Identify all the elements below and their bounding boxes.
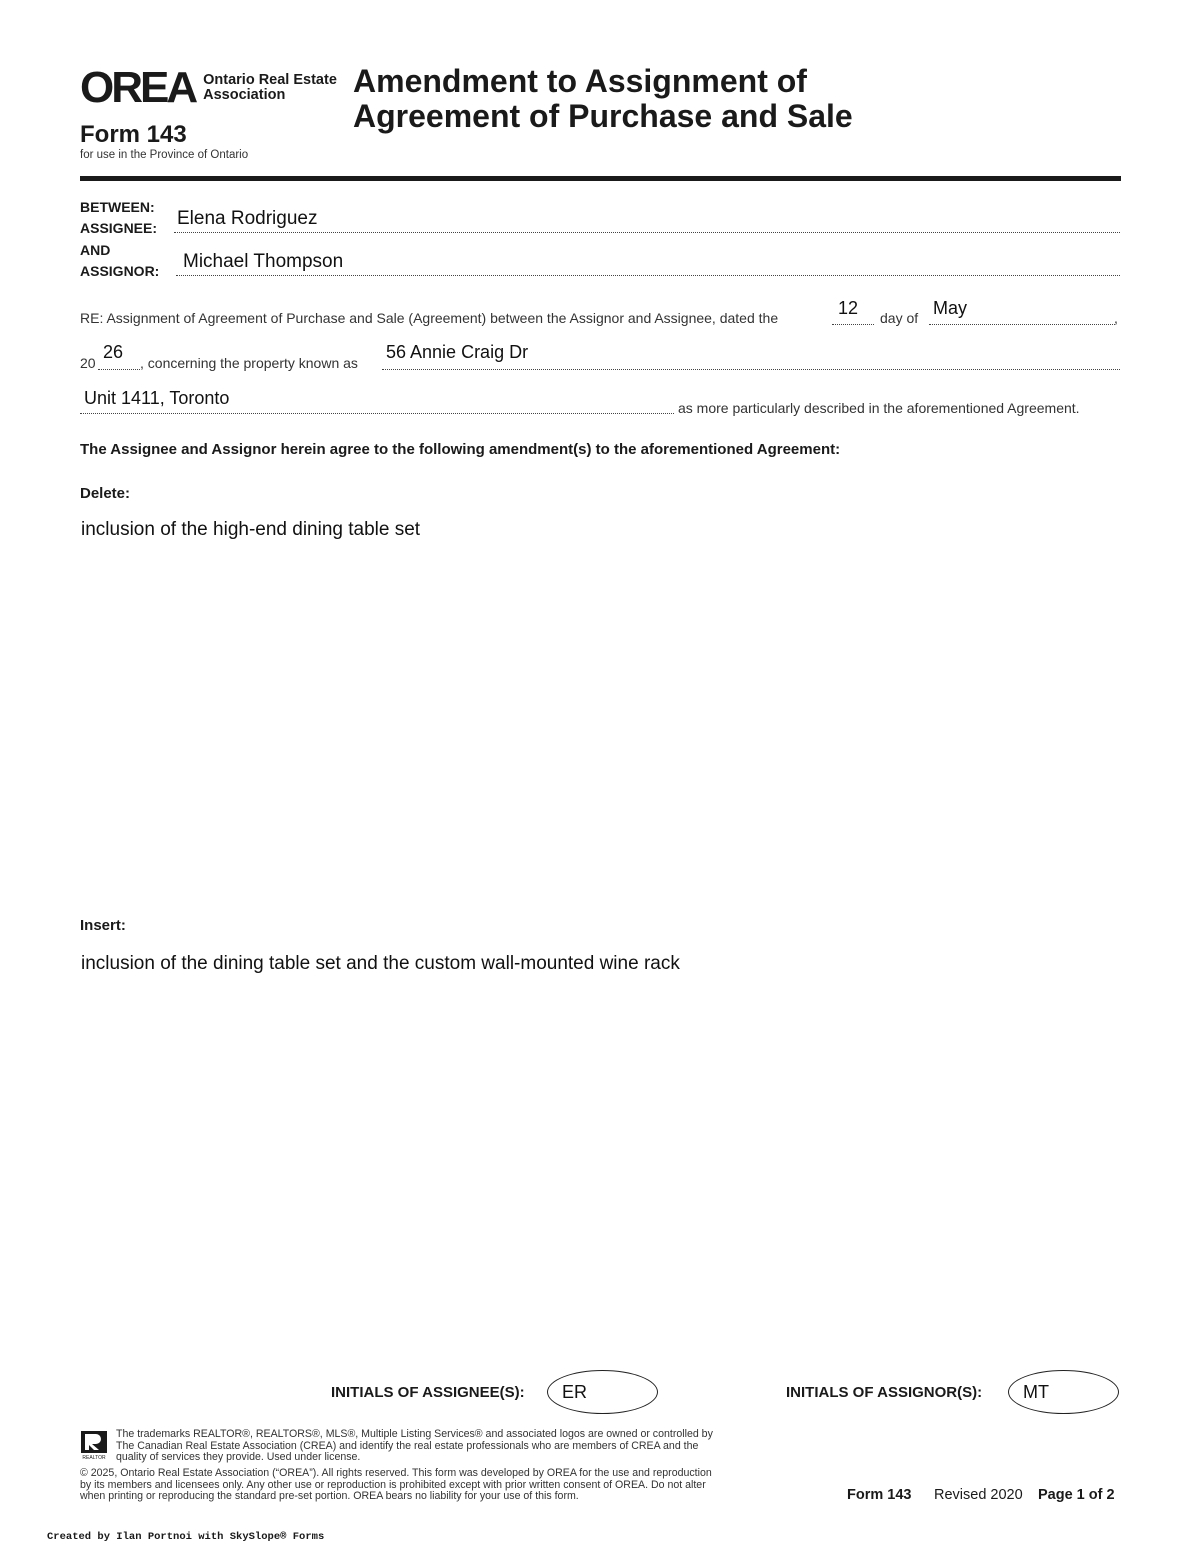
copyright-line-2: by its members and licensees only. Any other use or reproduction is prohibited except with prior written consent of OREA. Do not alter bbox=[80, 1478, 706, 1491]
trademark-line-2: The Canadian Real Estate Association (CREA) and identify the real estate professionals who are members of CREA and the bbox=[116, 1439, 699, 1452]
footer-form-number: Form 143 bbox=[847, 1487, 912, 1503]
assignee-initials-box[interactable] bbox=[547, 1370, 658, 1414]
insert-label: Insert: bbox=[80, 917, 126, 934]
trademark-text bbox=[116, 1429, 713, 1464]
property-field-line-2[interactable]: Unit 1411, Toronto bbox=[84, 388, 230, 408]
described-text: as more particularly described in the aforementioned Agreement. bbox=[678, 400, 1080, 416]
assignor-label: ASSIGNOR: bbox=[80, 263, 160, 279]
agree-statement: The Assignee and Assignor herein agree to the following amendment(s) to the aforementioned Agreement: bbox=[80, 441, 841, 458]
month-dotted-line bbox=[929, 324, 1115, 325]
assignee-initials-label: INITIALS OF ASSIGNEE(S): bbox=[331, 1384, 525, 1401]
and-label: AND bbox=[80, 242, 111, 258]
copyright-line-1: © 2025, Ontario Real Estate Association (“OREA”). All rights reserved. This form was developed by OREA for the use and reproduction bbox=[80, 1467, 712, 1479]
footer-revised: Revised 2020 bbox=[934, 1487, 1023, 1503]
assignor-initials-label: INITIALS OF ASSIGNOR(S): bbox=[786, 1384, 983, 1401]
re-text: RE: Assignment of Agreement of Purchase and Sale (Agreement) between the Assignor and Assignee, dated the bbox=[80, 310, 779, 326]
copyright-line-3: when printing or reproducing the standard pre-set portion. OREA bears no liability for your use of this form. bbox=[80, 1490, 579, 1502]
assignee-label: ASSIGNEE: bbox=[80, 220, 158, 236]
copyright-text bbox=[80, 1468, 712, 1503]
day-dotted-line bbox=[832, 324, 874, 325]
property-dotted-line-2 bbox=[80, 413, 674, 414]
assignee-initials-value: ER bbox=[562, 1382, 588, 1402]
assignor-field[interactable]: Michael Thompson bbox=[183, 251, 344, 272]
header-rule bbox=[80, 176, 1121, 181]
orea-logo-text bbox=[203, 73, 337, 103]
assignee-dotted-line bbox=[174, 232, 1120, 233]
title-line-2: Agreement of Purchase and Sale bbox=[353, 98, 853, 134]
assignee-field[interactable]: Elena Rodriguez bbox=[177, 208, 318, 229]
realtor-logo-icon bbox=[80, 1430, 108, 1460]
assignor-initials-box[interactable] bbox=[1008, 1370, 1119, 1414]
year-prefix: 20 bbox=[80, 355, 96, 371]
assignor-initials-value: MT bbox=[1023, 1382, 1049, 1402]
property-dotted-line-1 bbox=[382, 369, 1120, 370]
title-line-1: Amendment to Assignment of bbox=[353, 63, 807, 99]
delete-text[interactable]: inclusion of the high-end dining table set bbox=[81, 519, 421, 540]
between-label: BETWEEN: bbox=[80, 199, 155, 215]
form-subtitle: for use in the Province of Ontario bbox=[80, 149, 249, 161]
assignor-dotted-line bbox=[176, 275, 1120, 276]
footer-page-number: Page 1 of 2 bbox=[1038, 1487, 1115, 1503]
orea-logo-mark: OREA bbox=[80, 63, 196, 112]
logo-line-2: Association bbox=[203, 87, 286, 103]
delete-label: Delete: bbox=[80, 485, 131, 502]
day-of-text: day of bbox=[880, 310, 919, 326]
day-field[interactable]: 12 bbox=[838, 298, 859, 318]
property-field-line-1[interactable]: 56 Annie Craig Dr bbox=[386, 342, 529, 362]
realtor-logo-caption: REALTOR bbox=[82, 1455, 106, 1460]
month-field[interactable]: May bbox=[933, 298, 968, 318]
trademark-line-1: The trademarks REALTOR®, REALTORS®, MLS®, Multiple Listing Services® and associated logos are owned or controlled by bbox=[116, 1428, 713, 1440]
page-title bbox=[353, 64, 853, 134]
month-comma: , bbox=[1114, 310, 1118, 326]
year-dotted-line bbox=[98, 369, 140, 370]
year-field[interactable]: 26 bbox=[103, 342, 124, 362]
concerning-text: , concerning the property known as bbox=[140, 355, 358, 371]
form-number: Form 143 bbox=[80, 121, 187, 148]
insert-text[interactable]: inclusion of the dining table set and the custom wall-mounted wine rack bbox=[81, 953, 680, 974]
trademark-line-3: quality of services they provide. Used under license. bbox=[116, 1451, 361, 1463]
orea-logo bbox=[80, 63, 337, 112]
created-by-note: Created by Ilan Portnoi with SkySlope® Forms bbox=[47, 1531, 325, 1543]
logo-line-1: Ontario Real Estate bbox=[203, 72, 337, 88]
